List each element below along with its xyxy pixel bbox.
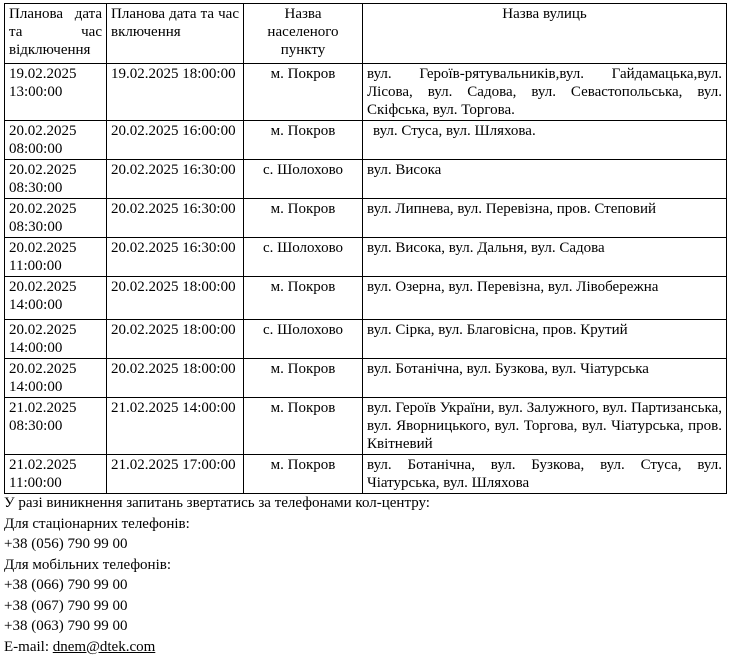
mobile-label: Для мобільних телефонів: bbox=[4, 556, 171, 573]
email-label: E-mail: bbox=[4, 638, 53, 655]
cell-off-time: 20.02.2025 08:00:00 bbox=[5, 121, 107, 160]
contact-info bbox=[4, 493, 724, 657]
cell-off-time: 20.02.2025 14:00:00 bbox=[5, 277, 107, 320]
cell-settlement: с. Шолохово bbox=[244, 238, 363, 277]
cell-streets: вул. Сірка, вул. Благовісна, пров. Крутий bbox=[363, 320, 727, 359]
table-row bbox=[5, 359, 727, 398]
cell-on-time: 20.02.2025 18:00:00 bbox=[107, 359, 244, 398]
cell-settlement: м. Покров bbox=[244, 121, 363, 160]
table-row bbox=[5, 455, 727, 494]
cell-streets: вул. Героїв України, вул. Залужного, вул. Партизанська, вул. Яворницького, вул. Торгова, вул. Чіатурська, пров. Квітневий bbox=[363, 398, 727, 455]
email-line bbox=[4, 637, 724, 658]
cell-streets: вул. Висока bbox=[363, 160, 727, 199]
landline-phone: +38 (056) 790 99 00 bbox=[4, 536, 128, 552]
cell-off-time: 20.02.2025 14:00:00 bbox=[5, 359, 107, 398]
cell-settlement: м. Покров bbox=[244, 359, 363, 398]
table-row bbox=[5, 160, 727, 199]
table-row bbox=[5, 238, 727, 277]
table-row bbox=[5, 398, 727, 455]
cell-streets: вул. Стуса, вул. Шляхова. bbox=[363, 121, 727, 160]
cell-streets: вул. Героїв-рятувальників,вул. Гайдамацька,вул. Лісова, вул. Садова, вул. Севастопольська, вул. Скіфська, вул. Торгова. bbox=[363, 64, 727, 121]
cell-off-time: 20.02.2025 14:00:00 bbox=[5, 320, 107, 359]
cell-settlement: м. Покров bbox=[244, 277, 363, 320]
cell-settlement: м. Покров bbox=[244, 398, 363, 455]
cell-off-time: 19.02.2025 13:00:00 bbox=[5, 64, 107, 121]
cell-streets: вул. Ботанічна, вул. Бузкова, вул. Чіатурська bbox=[363, 359, 727, 398]
table-row bbox=[5, 199, 727, 238]
header-on-time: Планова дата та час включення bbox=[107, 4, 244, 64]
cell-off-time: 21.02.2025 08:30:00 bbox=[5, 398, 107, 455]
mobile-phone: +38 (066) 790 99 00 bbox=[4, 577, 128, 593]
cell-on-time: 19.02.2025 18:00:00 bbox=[107, 64, 244, 121]
table-row bbox=[5, 277, 727, 320]
cell-streets: вул. Висока, вул. Дальня, вул. Садова bbox=[363, 238, 727, 277]
cell-streets: вул. Озерна, вул. Перевізна, вул. Лівобережна bbox=[363, 277, 727, 320]
cell-off-time: 21.02.2025 11:00:00 bbox=[5, 455, 107, 494]
cell-on-time: 21.02.2025 14:00:00 bbox=[107, 398, 244, 455]
cell-settlement: с. Шолохово bbox=[244, 320, 363, 359]
cell-on-time: 20.02.2025 18:00:00 bbox=[107, 277, 244, 320]
cell-settlement: м. Покров bbox=[244, 199, 363, 238]
cell-off-time: 20.02.2025 08:30:00 bbox=[5, 160, 107, 199]
contact-intro: У разі виникнення запитань звертатись за телефонами кол-центру: bbox=[4, 495, 430, 511]
cell-streets: вул. Ботанічна, вул. Бузкова, вул. Стуса, вул. Чіатурська, вул. Шляхова bbox=[363, 455, 727, 494]
cell-on-time: 20.02.2025 16:30:00 bbox=[107, 199, 244, 238]
mobile-phone: +38 (067) 790 99 00 bbox=[4, 597, 128, 614]
email-link[interactable]: dnem@dtek.com bbox=[52, 638, 156, 655]
cell-settlement: с. Шолохово bbox=[244, 160, 363, 199]
cell-on-time: 21.02.2025 17:00:00 bbox=[107, 455, 244, 494]
header-settlement: Назва населеного пункту bbox=[244, 4, 363, 64]
landline-label: Для стаціонарних телефонів: bbox=[4, 515, 190, 532]
table-row bbox=[5, 64, 727, 121]
table-row bbox=[5, 121, 727, 160]
cell-settlement: м. Покров bbox=[244, 455, 363, 494]
cell-off-time: 20.02.2025 11:00:00 bbox=[5, 238, 107, 277]
cell-settlement: м. Покров bbox=[244, 64, 363, 121]
outage-schedule-table bbox=[4, 3, 727, 494]
cell-on-time: 20.02.2025 16:30:00 bbox=[107, 238, 244, 277]
table-header-row bbox=[5, 4, 727, 64]
table-row bbox=[5, 320, 727, 359]
cell-off-time: 20.02.2025 08:30:00 bbox=[5, 199, 107, 238]
cell-on-time: 20.02.2025 16:30:00 bbox=[107, 160, 244, 199]
cell-on-time: 20.02.2025 16:00:00 bbox=[107, 121, 244, 160]
cell-on-time: 20.02.2025 18:00:00 bbox=[107, 320, 244, 359]
cell-streets: вул. Липнева, вул. Перевізна, пров. Степовий bbox=[363, 199, 727, 238]
header-streets: Назва вулиць bbox=[363, 4, 727, 64]
header-off-time: Планова дата та час відключення bbox=[5, 4, 107, 64]
mobile-phone: +38 (063) 790 99 00 bbox=[4, 618, 128, 634]
